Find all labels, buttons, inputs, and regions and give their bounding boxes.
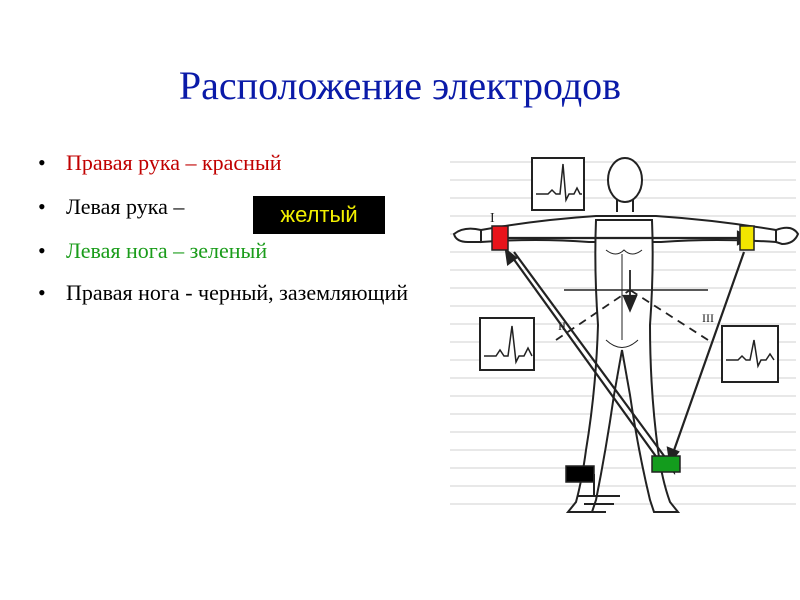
ecg-box-lead-2 [480,318,534,370]
lead-label-2: II [558,319,566,333]
bullet-list [36,150,436,326]
lead-label-1: I [490,211,495,226]
bullet-right-arm-text: Правая рука – красный [66,150,282,175]
electrode-right-arm [492,226,508,250]
head [608,158,642,202]
bullet-right-leg-text: Правая нога - черный, заземляющий [66,280,409,305]
slide-title: Расположение электродов [178,63,622,108]
bullet-left-leg-text: Левая нога – зеленый [66,238,268,263]
electrode-diagram [446,150,800,522]
bullet-left-arm-text: Левая рука – [66,194,185,219]
right-hand [454,229,481,242]
lead-label-3: III [702,311,714,325]
ecg-box-lead-3 [722,326,778,382]
bullet-right-leg [36,278,436,308]
bullet-left-leg [36,238,436,264]
bullet-right-arm [36,150,436,176]
electrode-left-arm [740,226,754,250]
ecg-box-lead-1 [532,158,584,210]
electrode-left-leg [652,456,680,472]
left-hand [776,228,798,244]
yellow-label-badge: желтый [253,196,385,234]
electrode-right-leg [566,466,594,482]
